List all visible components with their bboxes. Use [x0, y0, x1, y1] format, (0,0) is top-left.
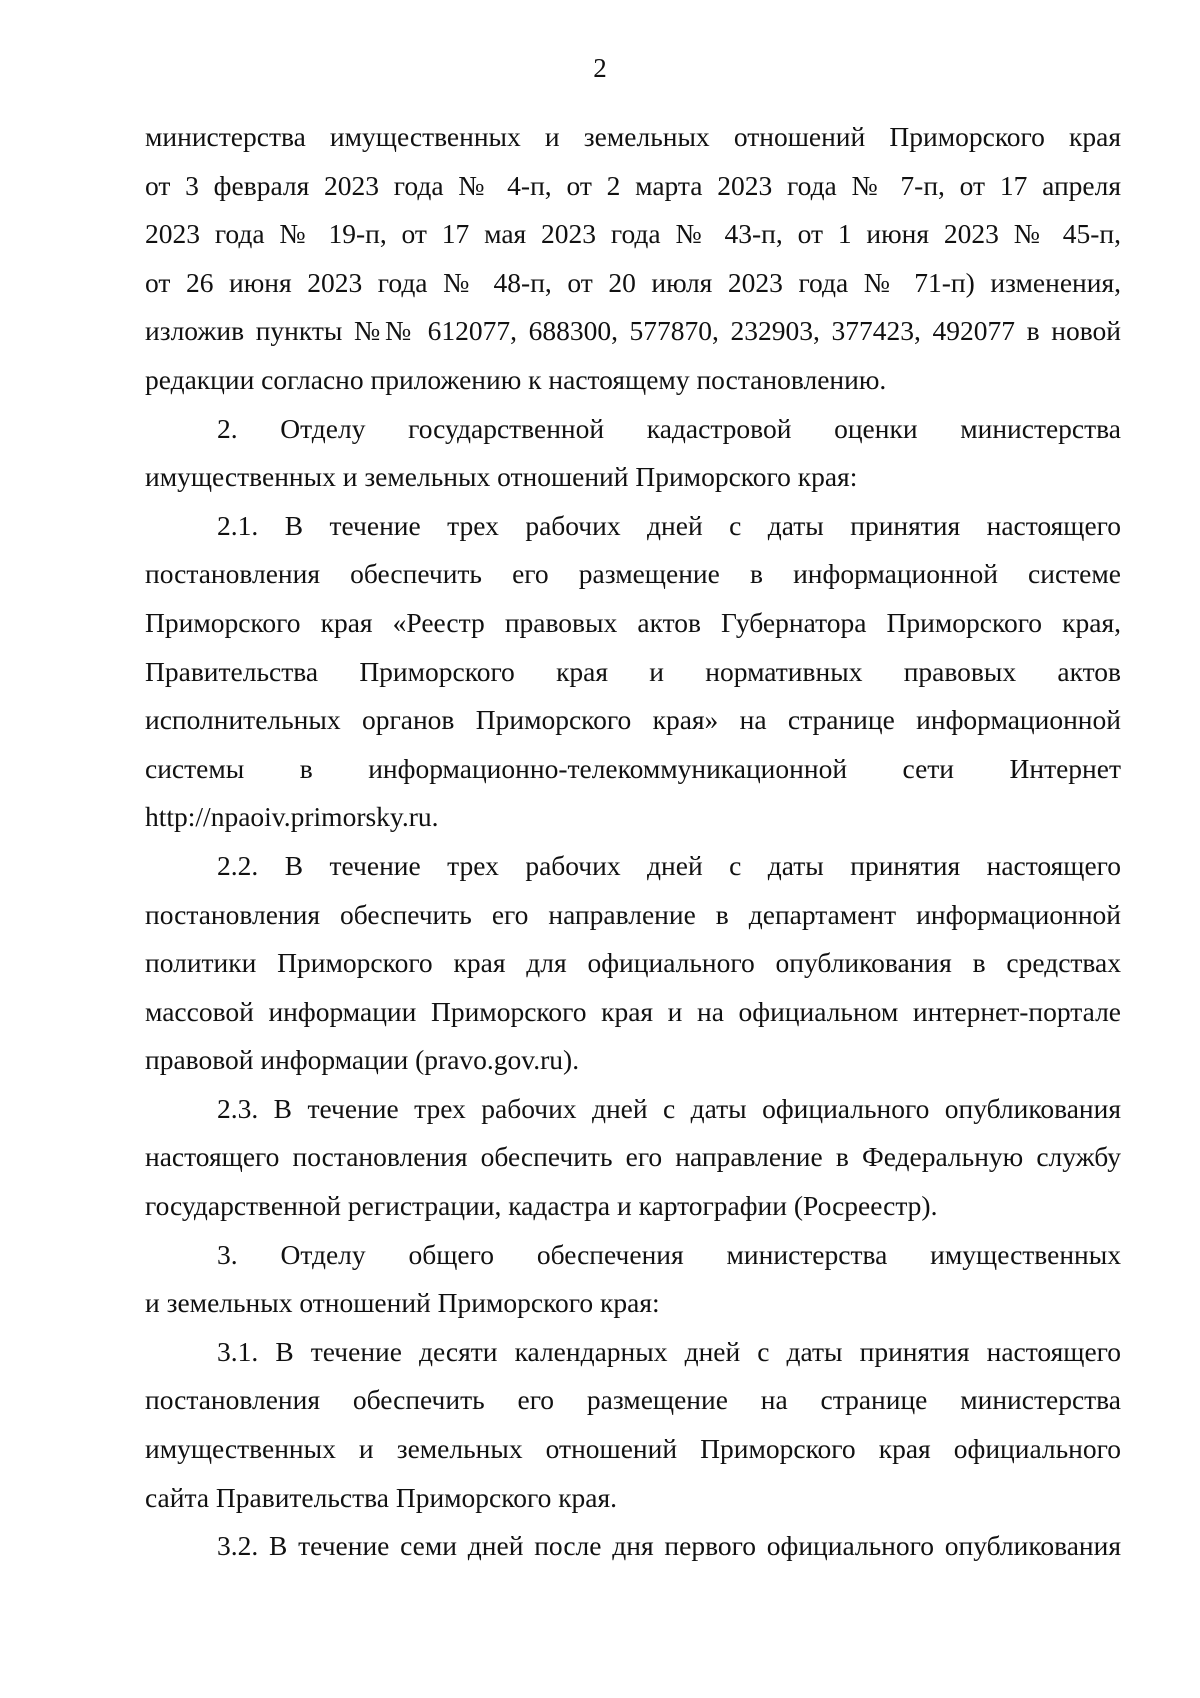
- text-line: настоящего постановления обеспечить его направление в Федеральную службу: [145, 1141, 1121, 1173]
- text-line: сайта Правительства Приморского края.: [145, 1481, 618, 1513]
- paragraph: [145, 842, 1121, 1085]
- text-line: изложив пункты №№ 612077, 688300, 577870, 232903, 377423, 492077 в новой: [145, 315, 1121, 347]
- paragraph: [145, 1328, 1121, 1522]
- text-line: 2023 года № 19-п, от 17 мая 2023 года № 43-п, от 1 июня 2023 № 45-п,: [145, 218, 1121, 250]
- text-line: от 26 июня 2023 года № 48-п, от 20 июля 2023 года № 71-п) изменения,: [145, 266, 1121, 298]
- text-line: 2. Отделу государственной кадастровой оценки министерства: [217, 412, 1121, 444]
- paragraph: [145, 1231, 1121, 1328]
- text-line: министерства имущественных и земельных отношений Приморского края: [145, 121, 1121, 152]
- text-line: постановления обеспечить его размещение на странице министерства: [145, 1384, 1121, 1416]
- text-line: редакции согласно приложению к настоящему постановлению.: [145, 363, 887, 395]
- text-line: системы в информационно-телекоммуникационной сети Интернет: [145, 752, 1121, 784]
- page-number: 2: [593, 53, 607, 83]
- text-line: Приморского края «Реестр правовых актов Губернатора Приморского края,: [145, 606, 1121, 638]
- paragraph: [145, 1085, 1121, 1231]
- text-line: исполнительных органов Приморского края» на странице информационной: [145, 704, 1121, 736]
- text-line: 2.3. В течение трех рабочих дней с даты официального опубликования: [217, 1092, 1121, 1124]
- text-line: имущественных и земельных отношений Приморского края:: [145, 461, 858, 493]
- text-line: 3.2. В течение семи дней после дня первого официального опубликования: [217, 1530, 1121, 1562]
- text-line: постановления обеспечить его размещение в информационной системе: [145, 558, 1121, 590]
- text-line: 3. Отделу общего обеспечения министерства имущественных: [217, 1238, 1121, 1270]
- text-line: от 3 февраля 2023 года № 4-п, от 2 марта 2023 года № 7-п, от 17 апреля: [145, 169, 1121, 201]
- text-line: 3.1. В течение десяти календарных дней с даты принятия настоящего: [217, 1335, 1121, 1367]
- paragraph: [145, 113, 1121, 405]
- text-line: имущественных и земельных отношений Приморского края официального: [145, 1433, 1121, 1465]
- text-line: Правительства Приморского края и нормативных правовых актов: [145, 655, 1121, 687]
- document-body: [145, 113, 1121, 1571]
- text-line: государственной регистрации, кадастра и картографии (Росреестр).: [145, 1190, 938, 1222]
- paragraph: [145, 1522, 1121, 1571]
- text-line: постановления обеспечить его направление в департамент информационной: [145, 898, 1121, 930]
- text-line: 2.2. В течение трех рабочих дней с даты принятия настоящего: [217, 849, 1121, 881]
- text-line: и земельных отношений Приморского края:: [145, 1287, 660, 1319]
- paragraph: [145, 405, 1121, 502]
- text-line: массовой информации Приморского края и на официальном интернет-портале: [145, 995, 1121, 1027]
- text-line: правовой информации (pravo.gov.ru).: [145, 1044, 580, 1076]
- text-line: 2.1. В течение трех рабочих дней с даты принятия настоящего: [217, 509, 1121, 541]
- text-line: http://npaoiv.primorsky.ru.: [145, 801, 439, 833]
- paragraph: [145, 502, 1121, 842]
- text-line: политики Приморского края для официального опубликования в средствах: [145, 947, 1121, 979]
